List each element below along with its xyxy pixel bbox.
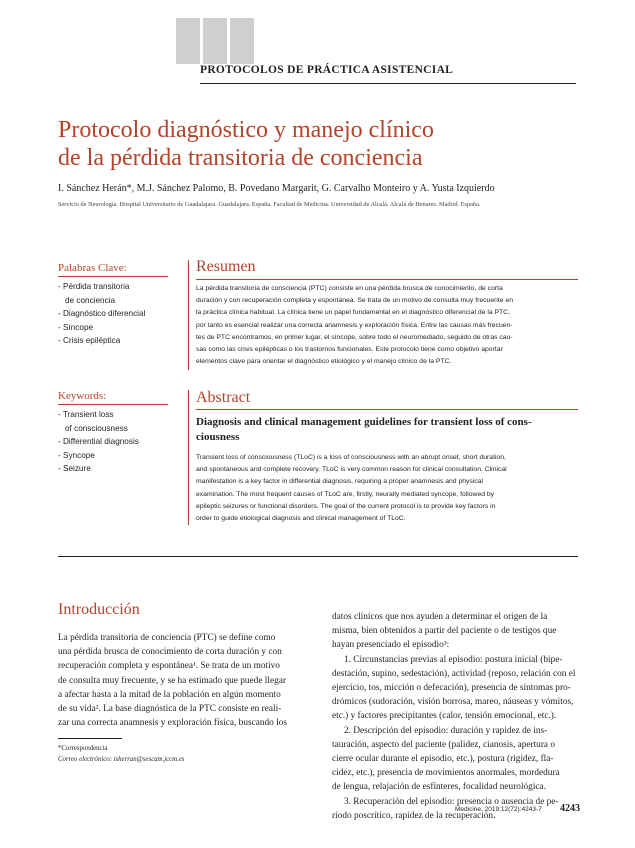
keyword-item: - Differential diagnosis [58,437,139,446]
journal-logo-bar [176,18,200,64]
journal-logo-bar [203,18,227,64]
text-line: drómicos (sudoración, visión borrosa, mareo, náuseas y vómitos, [332,697,574,708]
text-line: datos clínicos que nos ayuden a determinar el origen de la [332,612,548,622]
text-line: sas como las crisis epilépticas o los trastornos funcionales. Este protocolo tiene como objetivo aportar [196,346,503,354]
text-line: misma, bien obtenidos a partir del paciente o de testigos que [332,626,557,637]
text-line: la práctica clínica habitual. La clínica tiene un papel fundamental en el diagnóstico diferencial de la PTC, [196,309,510,317]
resumen-rule [196,279,578,280]
resumen-heading: Resumen [196,258,256,275]
text-line: La pérdida transitoria de consciencia (PTC) consiste en una pérdida brusca de conocimiento, de corta [196,285,503,292]
text-line: ríodo poscrítico, rapidez de la recuperación. [332,810,496,821]
abstract-subtitle [196,415,578,445]
keywords-es-rule [58,276,168,277]
abstract-rule [196,409,578,410]
text-line: examination. The most frequent causes of TLoC are, firstly, neurally mediated syncope, followed by [196,490,495,498]
article-title [58,116,578,172]
column-divider [188,390,189,525]
header-rule [200,83,576,84]
keyword-item: - Pérdida transitoria [58,282,130,291]
keywords-es-heading: Palabras Clave: [58,262,127,274]
section-divider [58,556,578,557]
intro-right-column [332,610,578,823]
title-line: de la pérdida transitoria de conciencia [58,145,423,171]
text-line: cidez, etc.), presencia de movimientos anormales, mordedura [332,768,560,779]
keyword-item: - Síncope [58,322,94,332]
keyword-item: - Syncope [58,450,95,460]
footnote-email: Correo electrónico: isherran@sescam.jccm.es [58,756,185,763]
keywords-en-heading: Keywords: [58,390,107,402]
text-line: a afectar hasta a la mitad de la población en algún momento [58,689,281,700]
subtitle-line: Diagnosis and clinical management guidelines for transient loss of cons- [196,416,532,428]
text-line: etc.) y factores precipitantes (calor, tensión emocional, etc.). [332,711,557,722]
text-line: destación, supino, sedestación), actividad (reposo, relación con el [332,668,576,679]
keyword-item: of consciousness [65,423,128,433]
text-line: epileptic seizures or functional disorders. The goal of the current protocol is to provide key factors in [196,502,496,510]
keywords-en-list [58,408,139,476]
section-label: PROTOCOLOS DE PRÁCTICA ASISTENCIAL [200,64,454,76]
text-line: de consulta muy frecuente, y se ha estimado que puede llegar [58,675,286,686]
text-line: tauración, aspecto del paciente (palidez, cianosis, apertura o [332,739,556,750]
text-line: duración y con recuperación completa y espontánea. Se trata de un motivo de consulta muy frecuente en [196,297,514,305]
keyword-item: - Crisis epiléptica [58,336,121,345]
keyword-item: - Diagnóstico diferencial [58,309,146,318]
keyword-item: de conciencia [65,295,116,305]
intro-left-column [58,631,304,730]
text-line: manifestation is a key factor in differential diagnosis, requiring a proper anamnesis and physical [196,478,484,486]
text-line: 1. Circunstancias previas al episodio: postura inicial (bipe- [344,654,563,665]
text-line: de lengua, relajación de esfínteres, focalidad neurológica. [332,782,546,793]
keyword-item: - Transient loss [58,410,114,419]
text-line: 2. Descripción del episodio: duración y rapidez de ins- [344,725,548,736]
text-line: por tanto es esencial realizar una correcta anamnesis y exploración física. Entre las causas más frecuen- [196,321,513,329]
text-line: Transient loss of consciousness (TLoC) is a loss of consciousness with an abrupt onset, short duration, [196,454,506,461]
intro-heading: Introducción [58,601,140,618]
journal-logo-bar [230,18,254,64]
text-line: una pérdida brusca de conocimiento de corta duración y con [58,647,282,658]
footnote-label: *Correspondencia [58,745,108,752]
footnote-rule [58,738,122,739]
abstract-heading: Abstract [196,389,251,406]
text-line: hayan presenciado el episodio³: [332,640,450,651]
subtitle-line: ciousness [196,431,240,443]
text-line: La pérdida transitoria de conciencia (PTC) se define como [58,633,276,643]
text-line: de su vida². La base diagnóstica de la PTC consiste en reali- [58,704,282,715]
title-line: Protocolo diagnóstico y manejo clínico [58,117,434,143]
text-line: recuperación completa y espontánea¹. Se trata de un motivo [58,661,280,672]
text-line: and spontaneous and complete recovery. TLoC is very common reason for clinical consultation. Clinical [196,466,507,474]
page-number: 4243 [560,803,580,814]
authors: I. Sánchez Herán*, M.J. Sánchez Palomo, B. Povedano Margarit, G. Carvalho Monteiro y A. Yusta Izquierdo [58,183,495,194]
keywords-en-rule [58,404,168,405]
text-line: elementos clave para orientar el diagnóstico etiológico y el manejo clínico de la PTC. [196,358,452,366]
resumen-text [196,283,578,368]
abstract-text [196,452,578,525]
keywords-es-list [58,280,145,348]
text-line: 3. Recuperación del episodio: presencia o ausencia de pe- [344,796,559,807]
text-line: order to guide etiological diagnosis and clinical management of TLoC. [196,515,406,523]
journal-citation: Medicine. 2019;12(72):4243-7 [455,806,542,813]
text-line: cierre ocular durante el episodio, etc.), postura (rigidez, fla- [332,754,554,765]
column-divider [188,260,189,370]
affiliation: Servicio de Neurología. Hospital Universitario de Guadalajara. Guadalajara. España. Facultad de Medicina. Universidad de Alcalá. Alcalá de Henares. Madrid. España. [58,201,481,208]
text-line: zar una correcta anamnesis y exploración física, buscando los [58,718,287,729]
text-line: ejercicio, tos, micción o defecación), presencia de síntomas pro- [332,683,571,694]
keyword-item: - Seizure [58,464,91,473]
text-line: tes de PTC encontramos, en primer lugar, el síncope, sobre todo el neuromediado, seguido de otras cau- [196,333,513,341]
